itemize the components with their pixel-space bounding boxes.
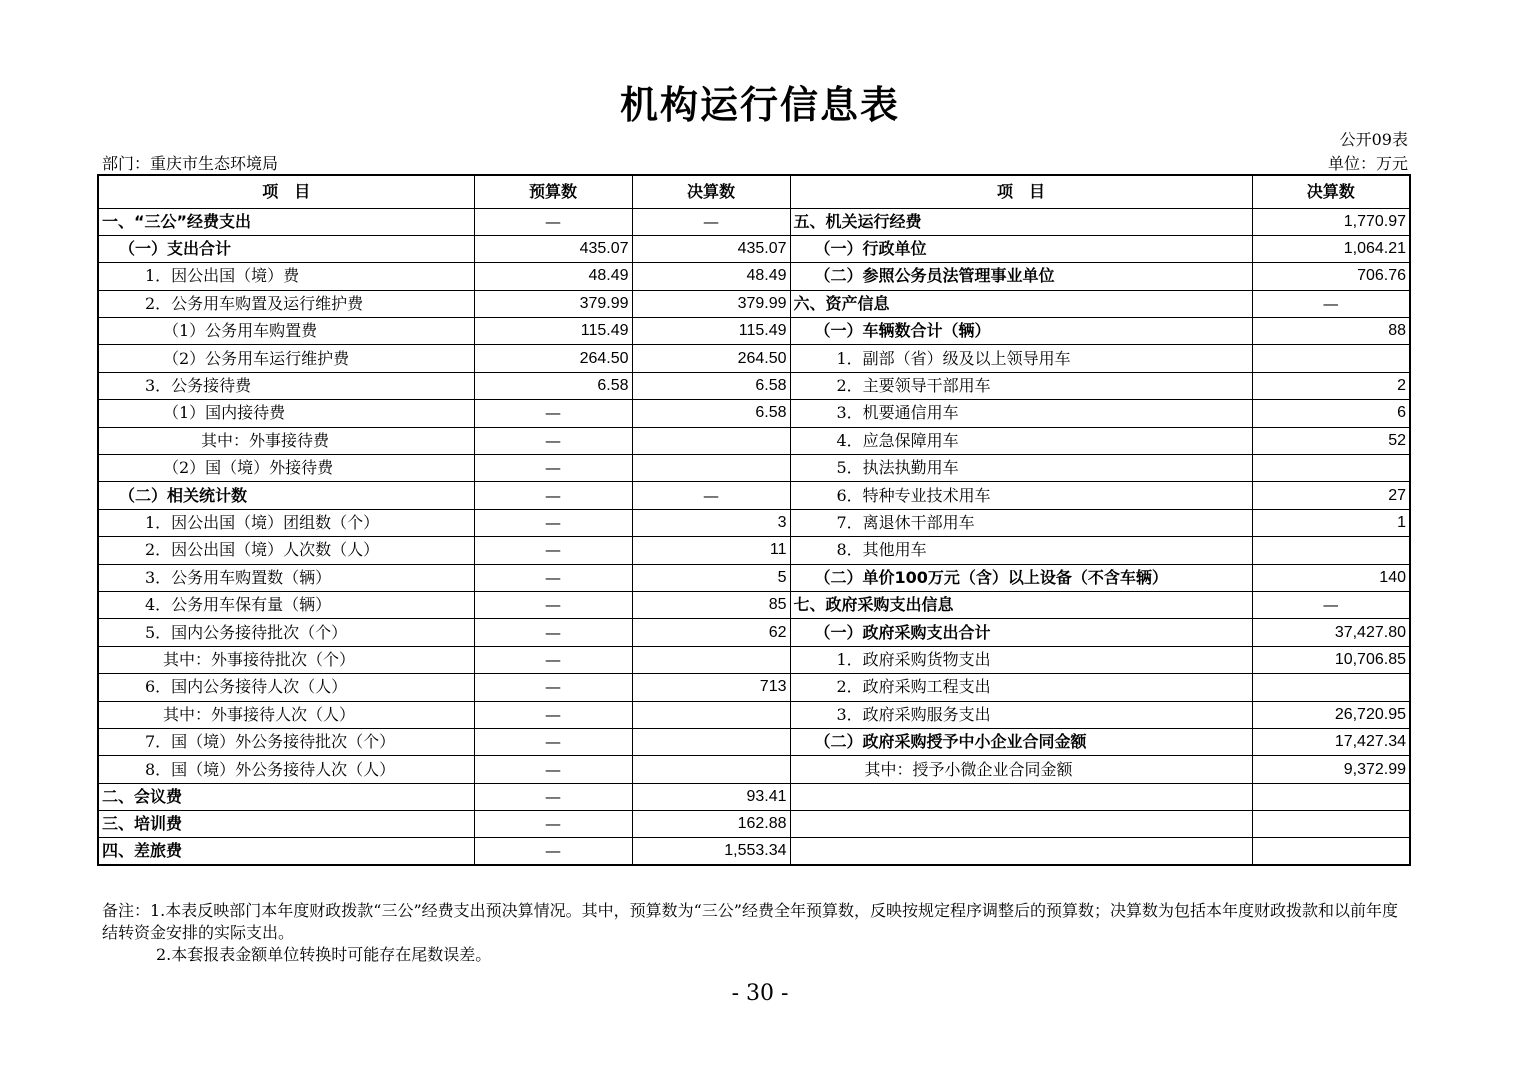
final-left-cell: 6.58 [632,372,790,399]
final-right-cell: 10,706.85 [1252,646,1410,673]
left-item-cell: 四、差旅费 [98,838,474,865]
budget-cell: — [474,838,632,865]
left-item-cell: 其中：外事接待批次（个） [98,646,474,673]
budget-cell: — [474,482,632,509]
final-right-cell: 6 [1252,400,1410,427]
final-right-cell: — [1252,290,1410,317]
right-item-cell: （一）行政单位 [790,235,1252,262]
department-label: 部门：重庆市生态环境局 [102,154,279,173]
final-left-cell: 5 [632,564,790,591]
budget-cell: — [474,811,632,838]
header-budget: 预算数 [474,175,632,208]
right-item-cell: 1．副部（省）级及以上领导用车 [790,345,1252,372]
right-item-cell [790,811,1252,838]
left-item-cell: 2．公务用车购置及运行维护费 [98,290,474,317]
right-item-cell: 7．离退休干部用车 [790,509,1252,536]
table-row [98,400,1410,427]
info-table [97,174,1411,866]
unit-label: 单位：万元 [1327,154,1408,173]
table-row [98,427,1410,454]
table-row [98,318,1410,345]
table-body [98,208,1410,865]
final-left-cell: 379.99 [632,290,790,317]
table-header-row [98,175,1410,208]
budget-cell: — [474,537,632,564]
budget-cell: 48.49 [474,263,632,290]
final-left-cell: 162.88 [632,811,790,838]
table-row [98,208,1410,235]
final-left-cell: 85 [632,591,790,618]
final-right-cell [1252,811,1410,838]
final-left-cell: 48.49 [632,263,790,290]
budget-cell: 379.99 [474,290,632,317]
final-right-cell: 37,427.80 [1252,619,1410,646]
right-item-cell: 3．机要通信用车 [790,400,1252,427]
table-row [98,564,1410,591]
right-item-cell: 3．政府采购服务支出 [790,701,1252,728]
budget-cell: — [474,756,632,783]
table-row [98,728,1410,755]
right-item-cell [790,838,1252,865]
left-item-cell: 4．公务用车保有量（辆） [98,591,474,618]
budget-cell: — [474,701,632,728]
final-right-cell: 1,064.21 [1252,235,1410,262]
final-left-cell: 6.58 [632,400,790,427]
left-item-cell: （1）国内接待费 [98,400,474,427]
note-line-1: 备注：1.本表反映部门本年度财政拨款“三公”经费支出预决算情况。其中，预算数为“三公”经费全年预算数，反映按规定程序调整后的预算数；决算数为包括本年度财政拨款和以前年度结转资金安排的实际支出。 [102,901,1398,942]
final-right-cell [1252,455,1410,482]
budget-cell: — [474,619,632,646]
budget-cell: 264.50 [474,345,632,372]
right-item-cell: （二）政府采购授予中小企业合同金额 [790,728,1252,755]
final-left-cell: 435.07 [632,235,790,262]
budget-cell: — [474,208,632,235]
form-number: 公开09表 [1339,130,1408,149]
right-item-cell: 其中：授予小微企业合同金额 [790,756,1252,783]
left-item-cell: 1．因公出国（境）团组数（个） [98,509,474,536]
final-left-cell [632,756,790,783]
page-title: 机构运行信息表 [619,83,900,127]
table-row [98,290,1410,317]
final-left-cell: 115.49 [632,318,790,345]
final-left-cell: 264.50 [632,345,790,372]
left-item-cell: （2）国（境）外接待费 [98,455,474,482]
budget-cell: — [474,783,632,810]
final-left-cell [632,646,790,673]
final-right-cell: 52 [1252,427,1410,454]
final-right-cell: 88 [1252,318,1410,345]
table-row [98,591,1410,618]
header-right-item: 项 目 [790,175,1252,208]
final-right-cell: 2 [1252,372,1410,399]
left-item-cell: 一、“三公”经费支出 [98,208,474,235]
budget-cell: — [474,400,632,427]
table-row [98,345,1410,372]
budget-cell: — [474,564,632,591]
right-item-cell: 七、政府采购支出信息 [790,591,1252,618]
final-left-cell: — [632,482,790,509]
right-item-cell: 1．政府采购货物支出 [790,646,1252,673]
budget-cell: — [474,646,632,673]
header-final-left: 决算数 [632,175,790,208]
final-right-cell [1252,674,1410,701]
table-row [98,756,1410,783]
note-line-2: 2.本套报表金额单位转换时可能存在尾数误差。 [156,945,492,964]
final-left-cell [632,701,790,728]
right-item-cell: 8．其他用车 [790,537,1252,564]
final-right-cell [1252,783,1410,810]
table-row [98,482,1410,509]
left-item-cell: 1．因公出国（境）费 [98,263,474,290]
right-item-cell: 5．执法执勤用车 [790,455,1252,482]
table-row [98,674,1410,701]
budget-cell: — [474,455,632,482]
budget-cell: 115.49 [474,318,632,345]
right-item-cell: （二）参照公务员法管理事业单位 [790,263,1252,290]
final-right-cell: 27 [1252,482,1410,509]
final-left-cell: — [632,208,790,235]
budget-cell: — [474,674,632,701]
header-final-right: 决算数 [1252,175,1410,208]
table-row [98,235,1410,262]
budget-cell: 6.58 [474,372,632,399]
final-right-cell: 1,770.97 [1252,208,1410,235]
table-row [98,646,1410,673]
final-right-cell: — [1252,591,1410,618]
final-right-cell: 26,720.95 [1252,701,1410,728]
final-right-cell [1252,838,1410,865]
final-right-cell: 706.76 [1252,263,1410,290]
right-item-cell [790,783,1252,810]
final-left-cell: 62 [632,619,790,646]
right-item-cell: 2．主要领导干部用车 [790,372,1252,399]
left-item-cell: （二）相关统计数 [98,482,474,509]
left-item-cell: 其中：外事接待人次（人） [98,701,474,728]
left-item-cell: （2）公务用车运行维护费 [98,345,474,372]
final-left-cell: 3 [632,509,790,536]
left-item-cell: 3．公务用车购置数（辆） [98,564,474,591]
right-item-cell: （一）政府采购支出合计 [790,619,1252,646]
right-item-cell: 六、资产信息 [790,290,1252,317]
page-number: - 30 - [731,981,789,1006]
table-row [98,783,1410,810]
table-row [98,509,1410,536]
table-row [98,372,1410,399]
table-row [98,811,1410,838]
budget-cell: — [474,427,632,454]
table-row [98,838,1410,865]
left-item-cell: 7．国（境）外公务接待批次（个） [98,728,474,755]
right-item-cell: （一）车辆数合计（辆） [790,318,1252,345]
final-left-cell [632,728,790,755]
final-right-cell: 1 [1252,509,1410,536]
final-left-cell [632,455,790,482]
right-item-cell: （二）单价100万元（含）以上设备（不含车辆） [790,564,1252,591]
left-item-cell: 其中：外事接待费 [98,427,474,454]
right-item-cell: 4．应急保障用车 [790,427,1252,454]
table-row [98,701,1410,728]
notes [102,900,1402,966]
table-row [98,619,1410,646]
final-right-cell [1252,537,1410,564]
budget-cell: — [474,591,632,618]
left-item-cell: （1）公务用车购置费 [98,318,474,345]
final-right-cell: 17,427.34 [1252,728,1410,755]
final-right-cell: 9,372.99 [1252,756,1410,783]
header-left-item: 项 目 [98,175,474,208]
right-item-cell: 2．政府采购工程支出 [790,674,1252,701]
right-item-cell: 五、机关运行经费 [790,208,1252,235]
final-right-cell: 140 [1252,564,1410,591]
final-left-cell: 713 [632,674,790,701]
budget-cell: — [474,509,632,536]
left-item-cell: 3．公务接待费 [98,372,474,399]
budget-cell: 435.07 [474,235,632,262]
left-item-cell: 6．国内公务接待人次（人） [98,674,474,701]
left-item-cell: 8．国（境）外公务接待人次（人） [98,756,474,783]
left-item-cell: 2．因公出国（境）人次数（人） [98,537,474,564]
left-item-cell: （一）支出合计 [98,235,474,262]
final-right-cell [1252,345,1410,372]
final-left-cell: 93.41 [632,783,790,810]
final-left-cell: 1,553.34 [632,838,790,865]
final-left-cell: 11 [632,537,790,564]
final-left-cell [632,427,790,454]
right-item-cell: 6．特种专业技术用车 [790,482,1252,509]
budget-cell: — [474,728,632,755]
table-row [98,455,1410,482]
table-row [98,537,1410,564]
left-item-cell: 三、培训费 [98,811,474,838]
left-item-cell: 二、会议费 [98,783,474,810]
left-item-cell: 5．国内公务接待批次（个） [98,619,474,646]
table-row [98,263,1410,290]
